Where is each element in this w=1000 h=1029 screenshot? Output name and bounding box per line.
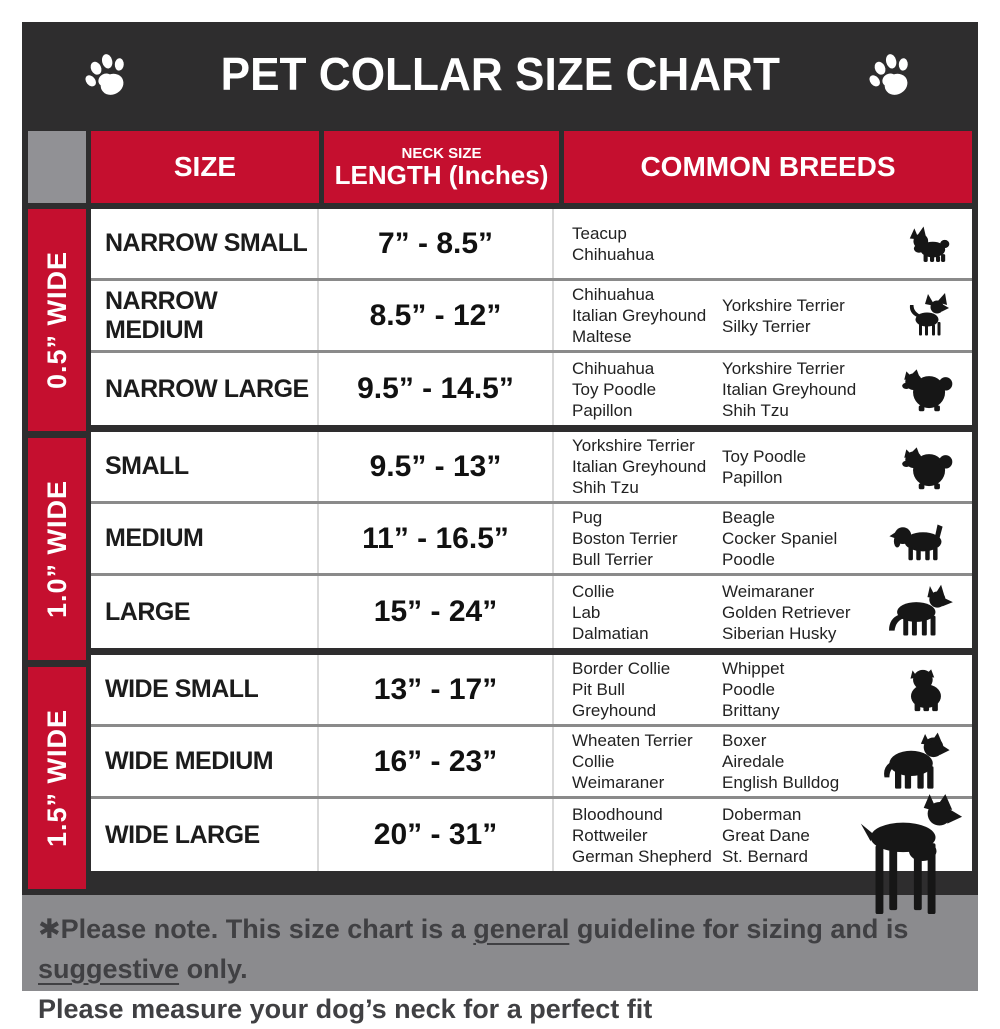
breeds-column-1: Collie Lab Dalmatian: [572, 581, 649, 643]
neck-size-range: 13” - 17”: [319, 655, 554, 724]
breeds-column-1: Border Collie Pit Bull Greyhound: [572, 659, 671, 720]
breeds-column-2: Yorkshire Terrier Silky Terrier: [722, 295, 845, 336]
common-breeds-cell: [554, 799, 972, 871]
table-row: [91, 432, 972, 504]
size-label: NARROW SMALL: [91, 209, 319, 278]
page-title: PET COLLAR SIZE CHART: [220, 48, 780, 100]
size-label: WIDE MEDIUM: [91, 727, 319, 796]
header-size: SIZE: [91, 131, 319, 203]
table-body: [91, 209, 972, 871]
table-header-row: [91, 131, 972, 203]
shepherd-icon: [882, 581, 958, 643]
common-breeds-cell: [554, 209, 972, 278]
width-group-label: 1.0” WIDE: [28, 438, 86, 660]
width-group-column: [28, 131, 86, 889]
neck-size-range: 7” - 8.5”: [319, 209, 554, 278]
neck-size-range: 9.5” - 13”: [319, 432, 554, 501]
table-row: [91, 504, 972, 576]
doberman-icon: [848, 783, 966, 933]
breeds-column-2: Boxer Airedale English Bulldog: [722, 731, 840, 792]
table-row: [91, 209, 972, 281]
size-chart-table: [22, 126, 978, 895]
breeds-column-1: Yorkshire Terrier Italian Greyhound Shih Tzu: [572, 436, 707, 497]
size-label: WIDE SMALL: [91, 655, 319, 724]
breeds-column-1: Bloodhound Rottweiler German Shepherd: [572, 804, 712, 866]
table-row: [91, 799, 972, 871]
common-breeds-cell: [554, 353, 972, 425]
common-breeds-cell: [554, 504, 972, 573]
table-main-column: [91, 131, 972, 889]
neck-size-range: 20” - 31”: [319, 799, 554, 871]
neck-size-range: 11” - 16.5”: [319, 504, 554, 573]
size-group: [91, 209, 972, 425]
table-row: [91, 727, 972, 799]
size-group: [91, 655, 972, 871]
size-label: LARGE: [91, 576, 319, 648]
paw-print-icon: [75, 43, 141, 109]
neck-size-range: 8.5” - 12”: [319, 281, 554, 350]
size-label: MEDIUM: [91, 504, 319, 573]
footer-note: [22, 895, 978, 1024]
breeds-column-2: Toy Poodle Papillon: [722, 446, 807, 487]
beagle-icon: [888, 511, 958, 567]
size-label: SMALL: [91, 432, 319, 501]
breeds-column-1: Pug Boston Terrier Bull Terrier: [572, 508, 678, 569]
size-label: NARROW MEDIUM: [91, 281, 319, 350]
footer-line-2: Please measure your dog’s neck for a perfect fit: [38, 994, 653, 1024]
breeds-column-2: Doberman Great Dane St. Bernard: [722, 804, 810, 866]
table-row: [91, 655, 972, 727]
header-neck-size-main: LENGTH (Inches): [334, 159, 549, 190]
width-group-label: 1.5” WIDE: [28, 667, 86, 889]
header-neck-size: [324, 131, 559, 203]
width-group-label: 0.5” WIDE: [28, 209, 86, 431]
neck-size-range: 9.5” - 14.5”: [319, 353, 554, 425]
yorkie-icon: [902, 221, 958, 267]
breeds-column-1: Chihuahua Italian Greyhound Maltese: [572, 285, 707, 346]
chart-board: [22, 22, 978, 1024]
table-row: [91, 576, 972, 648]
title-bar: [22, 22, 978, 126]
size-label: WIDE LARGE: [91, 799, 319, 871]
breeds-column-2: Beagle Cocker Spaniel Poodle: [722, 508, 838, 569]
size-group: [91, 432, 972, 648]
bulldog-icon: [896, 661, 958, 719]
breeds-column-1: Chihuahua Toy Poodle Papillon: [572, 358, 657, 420]
common-breeds-cell: [554, 432, 972, 501]
pomeranian-icon: [896, 441, 958, 493]
breeds-column-2: Whippet Poodle Brittany: [722, 659, 785, 720]
breeds-column-2: Yorkshire Terrier Italian Greyhound Shih Tzu: [722, 358, 857, 420]
breeds-column-2: Weimaraner Golden Retriever Siberian Husky: [722, 581, 851, 643]
chihuahua-icon: [898, 291, 958, 341]
header-common-breeds: COMMON BREEDS: [564, 131, 972, 203]
paw-print-icon: [859, 43, 925, 109]
common-breeds-cell: [554, 281, 972, 350]
header-neck-size-top: NECK SIZE: [401, 144, 482, 162]
pomeranian-icon: [896, 363, 958, 415]
size-label: NARROW LARGE: [91, 353, 319, 425]
common-breeds-cell: [554, 655, 972, 724]
corner-cell: [28, 131, 86, 203]
table-row: [91, 353, 972, 425]
breeds-column-1: Wheaten Terrier Collie Weimaraner: [572, 731, 693, 792]
footer-line-1: ✱Please note. This size chart is a general guideline for sizing and is suggestive only.: [38, 914, 909, 984]
breeds-column-1: Teacup Chihuahua: [572, 223, 655, 264]
common-breeds-cell: [554, 576, 972, 648]
neck-size-range: 15” - 24”: [319, 576, 554, 648]
neck-size-range: 16” - 23”: [319, 727, 554, 796]
table-row: [91, 281, 972, 353]
